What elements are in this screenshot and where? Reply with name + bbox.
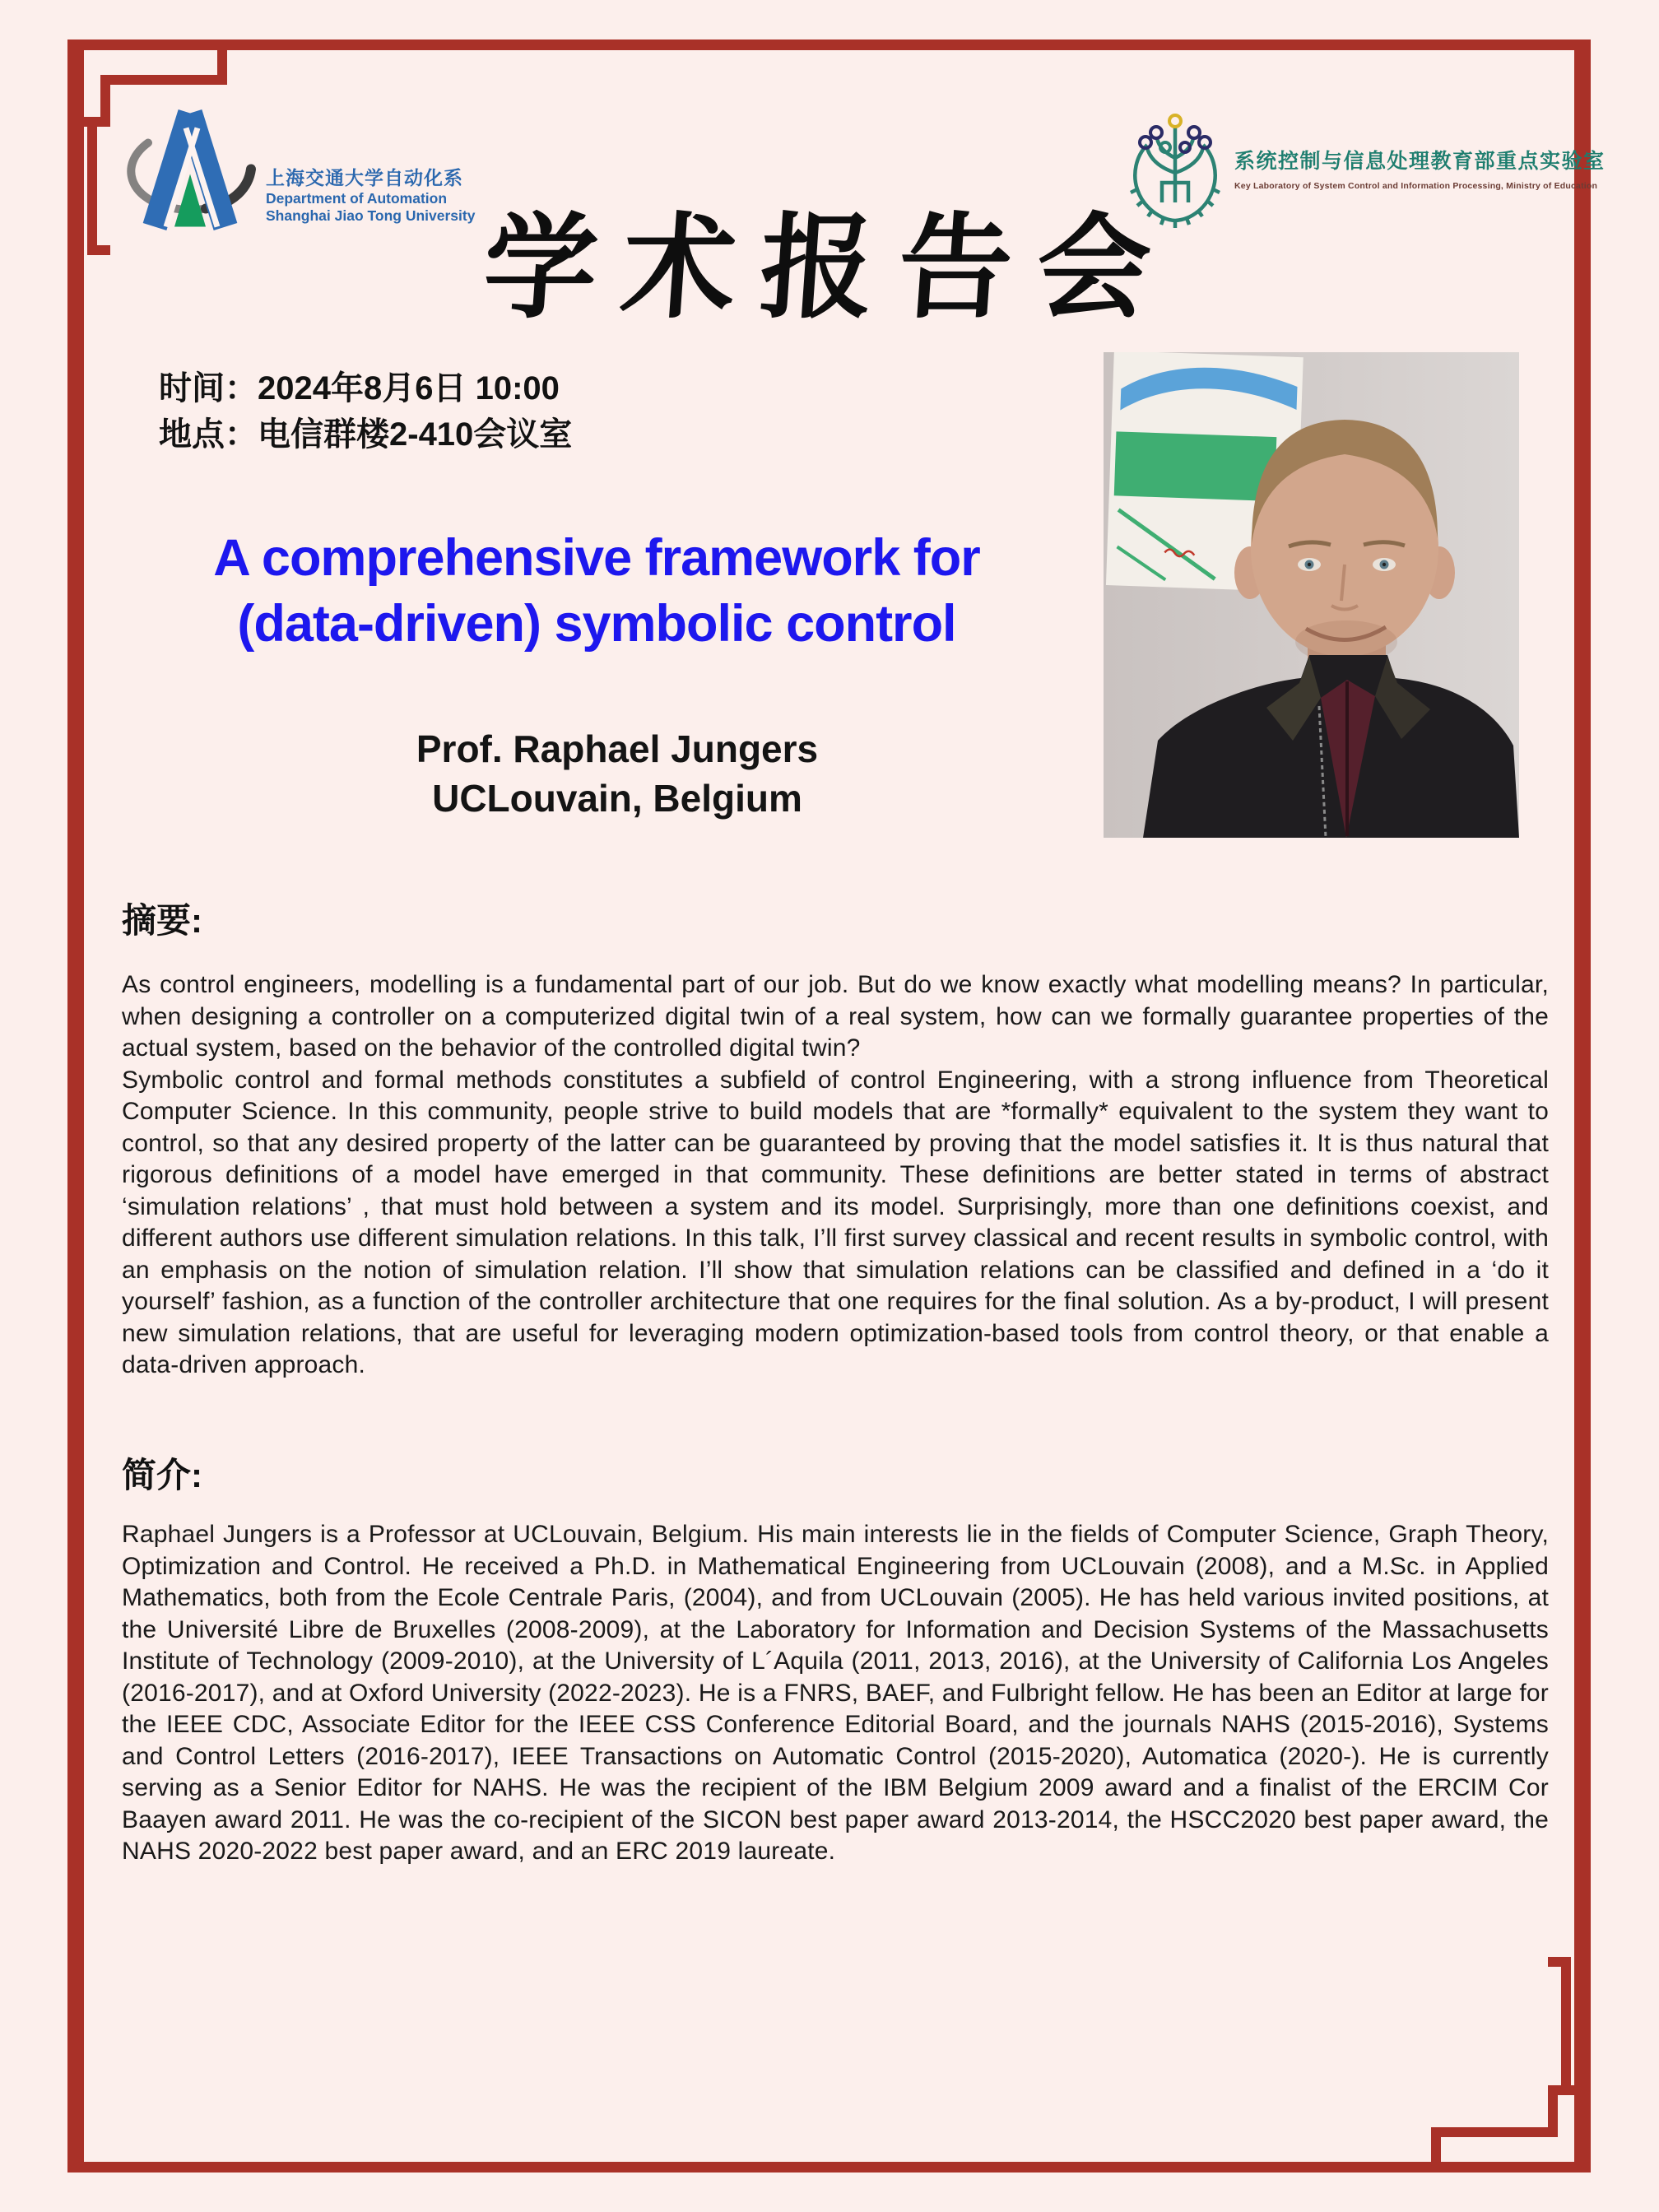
event-info bbox=[159, 365, 572, 458]
time-value: 2024年8月6日 10:00 bbox=[258, 370, 560, 407]
frame-top-border bbox=[67, 40, 1591, 50]
event-time-row bbox=[159, 365, 572, 411]
bio-text bbox=[122, 1519, 1549, 1868]
time-label: 时间： bbox=[159, 370, 258, 407]
banner-title: 学术报告会 bbox=[479, 200, 1180, 334]
speaker-photo bbox=[1104, 352, 1519, 838]
speaker-block bbox=[210, 724, 1025, 823]
lab-name-zh: 系统控制与信息处理教育部重点实验室 bbox=[1234, 150, 1606, 173]
bio-paragraph: Raphael Jungers is a Professor at UCLouvain, Belgium. His main interests lie in the fields of Computer Science, Graph Theory, Optimization and Control. He received a Ph.D. in Mathematical Engineering from UCLouvain (2008), and a M.Sc. in Applied Mathematics, both from the Ecole Centrale Paris, (2004), and from UCLouvain (2005). He has held various invited positions, at the Université Libre de Bruxelles (2008-2009), at the Laboratory for Information and Decision Systems of the Massachusetts Institute of Technology (2009-2010), at the University of L´Aquila (2011, 2013, 2016), at the University of California Los Angeles (2016-2017), and at Oxford University (2022-2023). He is a FNRS, BAEF, and Fulbright fellow. He has been an Editor at large for the IEEE CDC, Associate Editor for the IEEE CSS Conference Editorial Board, and the journals NAHS (2015-2016), Systems and Control Letters (2016-2017), IEEE Transactions on Automatic Control (2015-2020), Automatica (2020-). He is currently serving as a Senior Editor for NAHS. He was the recipient of the IBM Belgium 2009 award and a finalist of the ERCIM Cor Baayen award 2011. He was the co-recipient of the SICON best paper award 2013-2014, the HSCC2020 best paper award, the NAHS 2020-2022 best paper award, and an ERC 2019 laureate. bbox=[122, 1521, 1549, 1865]
venue-label: 地点： bbox=[159, 416, 258, 453]
abstract-heading: 摘要: bbox=[122, 901, 202, 940]
frame-right-border bbox=[1574, 40, 1591, 2172]
talk-title bbox=[86, 525, 1107, 657]
lab-name-en: Key Laboratory of System Control and Information Processing, Ministry of Education bbox=[1234, 181, 1598, 191]
frame-bottom-border bbox=[67, 2162, 1591, 2172]
talk-title-line1: A comprehensive framework for bbox=[213, 529, 980, 587]
sjtu-name-zh: 上海交通大学自动化系 bbox=[266, 167, 463, 188]
talk-title-line2: (data-driven) symbolic control bbox=[237, 595, 956, 653]
corner-fret-ornament-icon bbox=[1418, 1942, 1591, 2172]
abstract-paragraph-2: Symbolic control and formal methods constitutes a subfield of control Engineering, with a strong influence from Theoretical Computer Science. In this community, people strive to build models that are *formally* equivalent to the system they want to control, so that any desired property of the latter can be guaranteed by proving that the model satisfies it. It is thus natural that rigorous definitions of a model have emerged in that community. These definitions are better stated in terms of abstract ‘simulation relations’ , that must hold between a system and its model. Surprisingly, more than one definitions coexist, and different authors use different simulation relations. In this talk, I’ll first survey classical and recent results in symbolic control, with an emphasis on the notion of simulation relation. I’ll show that simulation relations can be classified and defined in a ‘do it yourself’ fashion, as a function of the controller architecture that one requires for the final solution. As a by-product, I will present new simulation relations, that are useful for leveraging modern optimization-based tools from control theory, or that enable a data-driven approach. bbox=[122, 1066, 1549, 1378]
speaker-name: Prof. Raphael Jungers bbox=[416, 727, 819, 770]
sjtu-univ-en: Shanghai Jiao Tong University bbox=[266, 207, 476, 224]
venue-value: 电信群楼2-410会议室 bbox=[258, 416, 573, 453]
abstract-text bbox=[122, 969, 1549, 1382]
bio-heading: 简介: bbox=[122, 1456, 202, 1494]
event-venue-row bbox=[159, 411, 572, 458]
speaker-affiliation: UCLouvain, Belgium bbox=[432, 777, 802, 820]
abstract-paragraph-1: As control engineers, modelling is a fundamental part of our job. But do we know exactly what modelling means? In particular, when designing a controller on a computerized digital twin of a real system, how can we formally guarantee properties of the actual system, based on the behavior of the controlled digital twin? bbox=[122, 971, 1549, 1062]
sjtu-dept-en: Department of Automation bbox=[266, 190, 448, 207]
frame-left-border bbox=[67, 40, 84, 2172]
